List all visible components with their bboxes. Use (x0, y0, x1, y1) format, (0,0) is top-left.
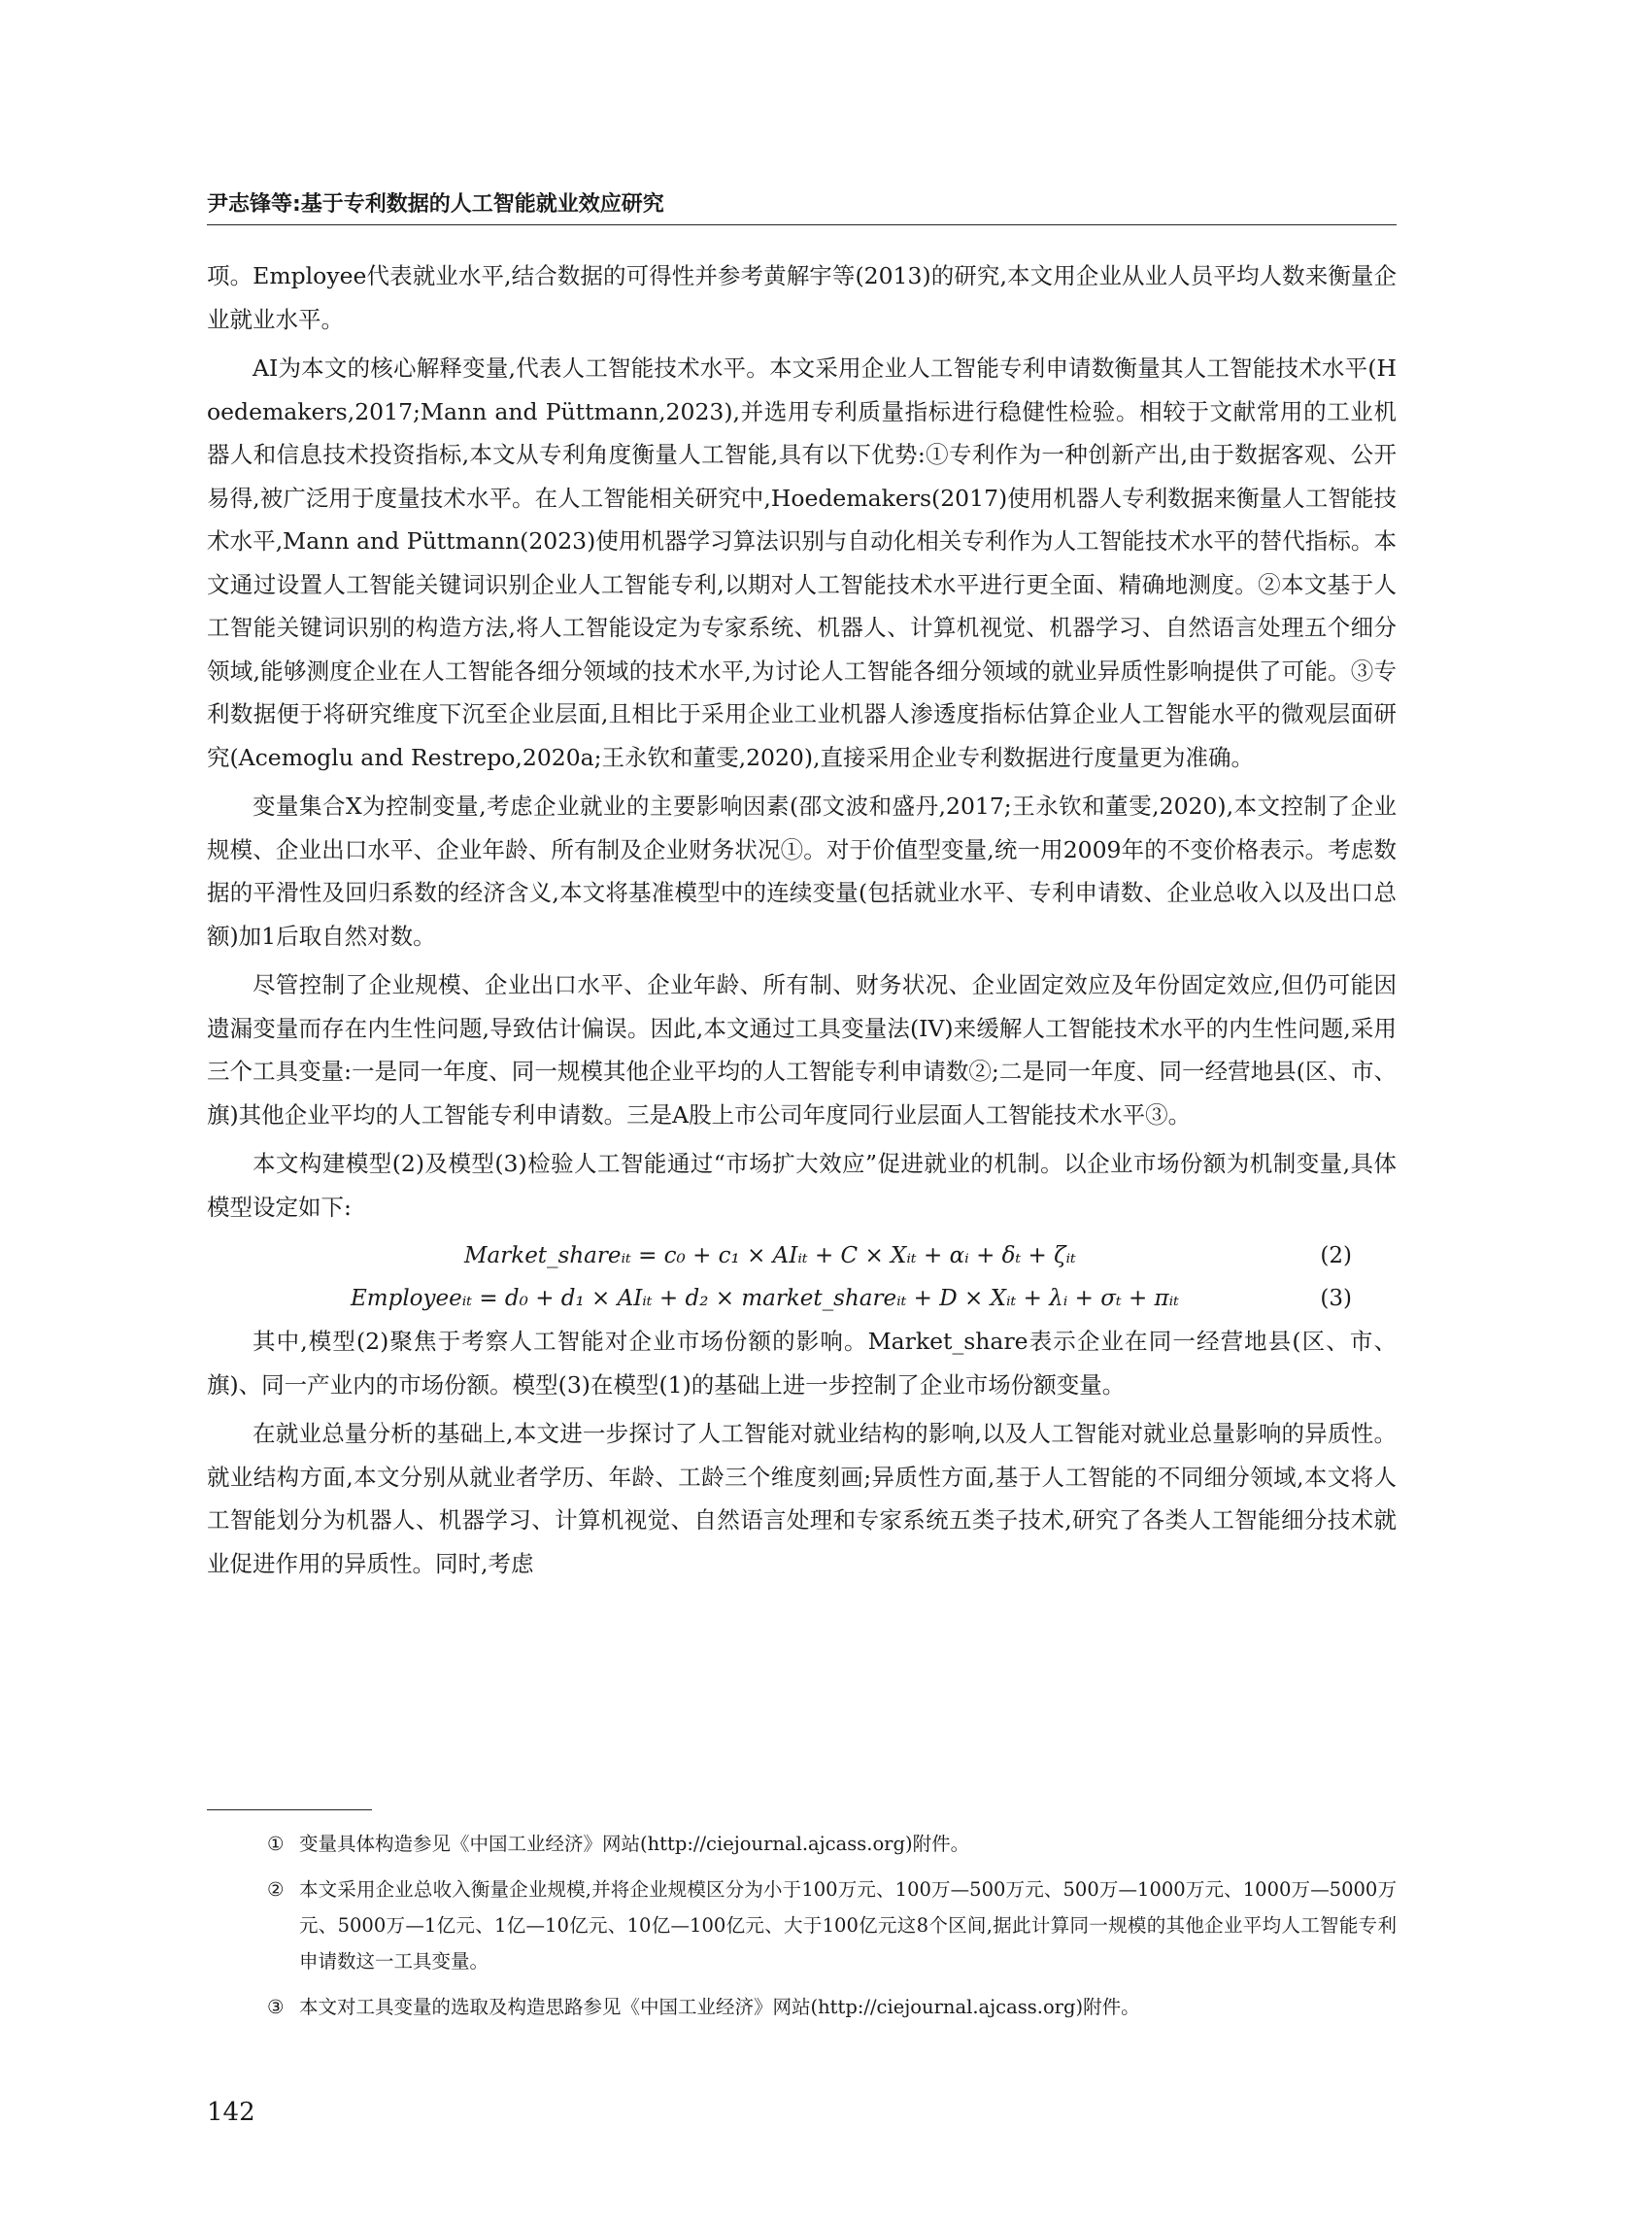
footnote-divider (207, 1809, 372, 1810)
paragraph-4: 尽管控制了企业规模、企业出口水平、企业年龄、所有制、财务状况、企业固定效应及年份固定效应,但仍可能因遗漏变量而存在内生性问题,导致估计偏误。因此,本文通过工具变量法(IV)来缓解人工智能技术水平的内生性问题,采用三个工具变量:一是同一年度、同一规模其他企业平均的人工智能专利申请数②;二是同一年度、同一经营地县(区、市、旗)其他企业平均的人工智能专利申请数。三是A股上市公司年度同行业层面人工智能技术水平③。 (207, 971, 1397, 1129)
equation-3-number: (3) (1320, 1286, 1352, 1311)
paragraph-7: 在就业总量分析的基础上,本文进一步探讨了人工智能对就业结构的影响,以及人工智能对就业总量影响的异质性。就业结构方面,本文分别从就业者学历、年龄、工龄三个维度刻画;异质性方面,基于人工智能的不同细分领域,本文将人工智能划分为机器人、机器学习、计算机视觉、自然语言处理和专家系统五类子技术,研究了各类人工智能细分技术就业促进作用的异质性。同时,考虑 (207, 1420, 1397, 1577)
footnote-text: 变量具体构造参见《中国工业经济》网站(http://ciejournal.ajcass.org)附件。 (299, 1833, 970, 1855)
footnote-text: 本文采用企业总收入衡量企业规模,并将企业规模区分为小于100万元、100万—500万元、500万—1000万元、1000万—5000万元、5000万—1亿元、1亿—10亿元、10亿—100亿元、大于100亿元这8个区间,据此计算同一规模的其他企业平均人工智能专利申请数这一工具变量。 (299, 1878, 1397, 1973)
equation-2 (207, 1234, 1397, 1277)
header-divider (207, 224, 1397, 225)
footnote-2 (207, 1872, 1397, 1979)
footnote-mark: ① (267, 1833, 285, 1855)
paragraph-6: 其中,模型(2)聚焦于考察人工智能对企业市场份额的影响。Market_share表示企业在同一经营地县(区、市、旗)、同一产业内的市场份额。模型(3)在模型(1)的基础上进一步控制了企业市场份额变量。 (207, 1328, 1397, 1399)
paragraph-5: 本文构建模型(2)及模型(3)检验人工智能通过“市场扩大效应”促进就业的机制。以企业市场份额为机制变量,具体模型设定如下: (207, 1150, 1397, 1221)
running-header: 尹志锋等:基于专利数据的人工智能就业效应研究 (207, 192, 664, 217)
equation-2-number: (2) (1320, 1243, 1352, 1268)
page-number: 142 (207, 2098, 255, 2127)
paragraph-2: AI为本文的核心解释变量,代表人工智能技术水平。本文采用企业人工智能专利申请数衡量其人工智能技术水平(Hoedemakers,2017;Mann and Püttmann,2023),并选用专利质量指标进行稳健性检验。相较于文献常用的工业机器人和信息技术投资指标,本文从专利角度衡量人工智能,具有以下优势:①专利作为一种创新产出,由于数据客观、公开易得,被广泛用于度量技术水平。在人工智能相关研究中,Hoedemakers(2017)使用机器人专利数据来衡量人工智能技术水平,Mann and Püttmann(2023)使用机器学习算法识别与自动化相关专利作为人工智能技术水平的替代指标。本文通过设置人工智能关键词识别企业人工智能专利,以期对人工智能技术水平进行更全面、精确地测度。②本文基于人工智能关键词识别的构造方法,将人工智能设定为专家系统、机器人、计算机视觉、机器学习、自然语言处理五个细分领域,能够测度企业在人工智能各细分领域的技术水平,为讨论人工智能各细分领域的就业异质性影响提供了可能。③专利数据便于将研究维度下沉至企业层面,且相比于采用企业工业机器人渗透度指标估算企业人工智能水平的微观层面研究(Acemoglu and Restrepo,2020a;王永钦和董雯,2020),直接采用企业专利数据进行度量更为准确。 (207, 354, 1397, 771)
footnote-1 (207, 1826, 1397, 1862)
equation-3-formula: Employeeᵢₜ = d₀ + d₁ × AIᵢₜ + d₂ × market_shareᵢₜ + D × Xᵢₜ + λᵢ + σₜ + πᵢₜ (351, 1286, 1179, 1311)
equation-2-formula: Market_shareᵢₜ = c₀ + c₁ × AIᵢₜ + C × Xᵢₜ + αᵢ + δₜ + ζᵢₜ (464, 1243, 1076, 1268)
footnote-mark: ③ (267, 1996, 285, 2018)
footnote-mark: ② (267, 1878, 285, 1901)
footnote-3 (207, 1989, 1397, 2025)
paragraph-3: 变量集合X为控制变量,考虑企业就业的主要影响因素(邵文波和盛丹,2017;王永钦和董雯,2020),本文控制了企业规模、企业出口水平、企业年龄、所有制及企业财务状况①。对于价值型变量,统一用2009年的不变价格表示。考虑数据的平滑性及回归系数的经济含义,本文将基准模型中的连续变量(包括就业水平、专利申请数、企业总收入以及出口总额)加1后取自然对数。 (207, 793, 1397, 950)
equation-3 (207, 1277, 1397, 1320)
main-text (207, 254, 1397, 1591)
paragraph-1: 项。Employee代表就业水平,结合数据的可得性并参考黄解宇等(2013)的研究,本文用企业从业人员平均人数来衡量企业就业水平。 (207, 262, 1397, 333)
footnote-text: 本文对工具变量的选取及构造思路参见《中国工业经济》网站(http://ciejournal.ajcass.org)附件。 (299, 1996, 1140, 2018)
footnotes (207, 1826, 1397, 2035)
